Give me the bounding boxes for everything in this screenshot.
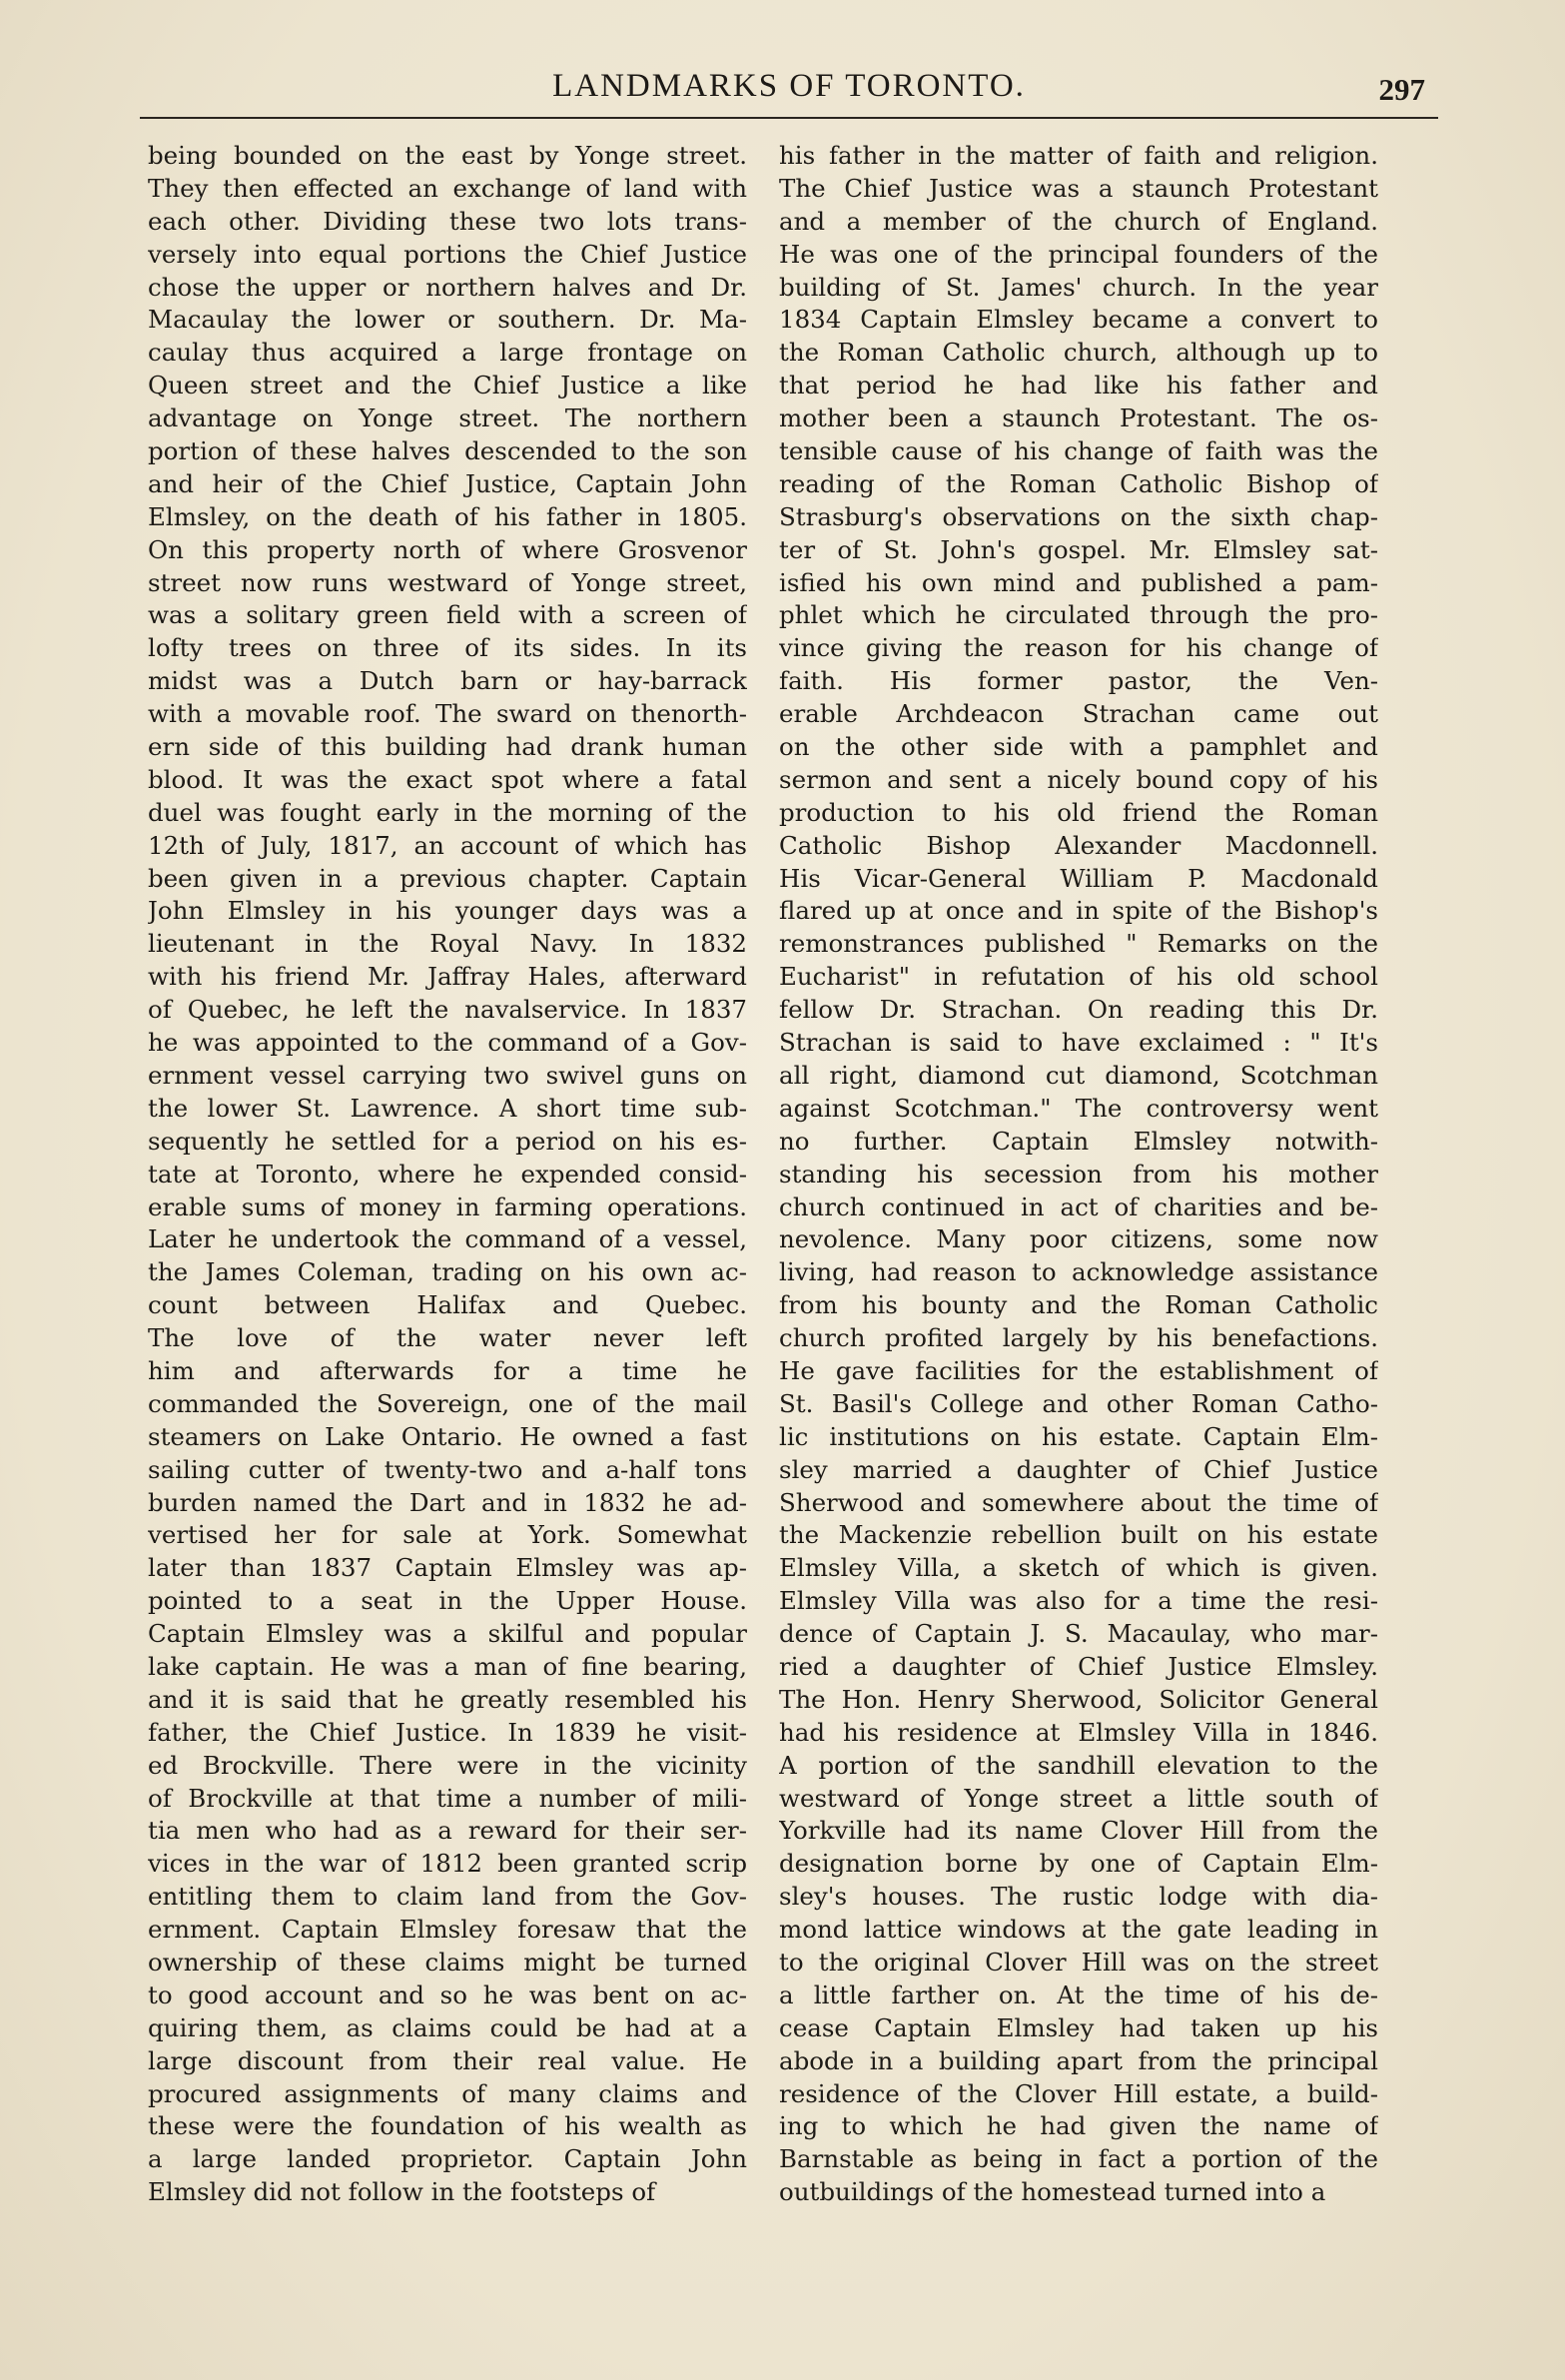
text-line: Later he undertook the command of a vessel, <box>148 1224 747 1254</box>
text-line: had his residence at Elmsley Villa in 1846. <box>779 1717 1378 1747</box>
text-line: reading of the Roman Catholic Bishop of <box>779 468 1378 498</box>
text-line: His Vicar-General William P. Macdonald <box>779 863 1378 893</box>
text-line: fellow Dr. Strachan. On reading this Dr. <box>779 995 1378 1025</box>
text-line: ried a daughter of Chief Justice Elmsley. <box>779 1651 1378 1681</box>
text-line: westward of Yonge street a little south of <box>779 1783 1378 1813</box>
text-line: remonstrances published " Remarks on the <box>779 929 1378 959</box>
text-line: the lower St. Lawrence. A short time sub- <box>148 1093 747 1123</box>
text-line: lake captain. He was a man of fine bearing, <box>148 1651 747 1681</box>
text-line: sermon and sent a nicely bound copy of his <box>779 764 1378 794</box>
text-line: with his friend Mr. Jaffray Hales, afterward <box>148 962 747 992</box>
text-line: On this property north of where Grosvenor <box>148 534 747 564</box>
text-line: residence of the Clover Hill estate, a build- <box>779 2078 1378 2108</box>
text-line: faith. His former pastor, the Ven- <box>779 666 1378 696</box>
text-line: Barnstable as being in fact a portion of the <box>779 2144 1378 2174</box>
text-line: versely into equal portions the Chief Justice <box>148 239 747 269</box>
text-line: and heir of the Chief Justice, Captain John <box>148 468 747 498</box>
text-line: been given in a previous chapter. Captain <box>148 863 747 893</box>
text-line: Strachan is said to have exclaimed : " It's <box>779 1028 1378 1058</box>
text-line: against Scotchman." The controversy went <box>779 1093 1378 1123</box>
text-line: cease Captain Elmsley had taken up his <box>779 2012 1378 2042</box>
text-line: he was appointed to the command of a Gov- <box>148 1028 747 1058</box>
text-line: sley's houses. The rustic lodge with dia- <box>779 1882 1378 1912</box>
text-line: ing to which he had given the name of <box>779 2111 1378 2141</box>
text-line: He gave facilities for the establishment of <box>779 1355 1378 1385</box>
text-line: Elmsley Villa was also for a time the resi- <box>779 1586 1378 1616</box>
text-line: duel was fought early in the morning of the <box>148 797 747 827</box>
text-line: lieutenant in the Royal Navy. In 1832 <box>148 929 747 959</box>
text-line: portion of these halves descended to the son <box>148 436 747 466</box>
text-line: of Brockville at that time a number of mili- <box>148 1783 747 1813</box>
text-line: designation borne by one of Captain Elm- <box>779 1849 1378 1879</box>
running-title: LANDMARKS OF TORONTO. <box>552 68 1026 104</box>
text-line: mother been a staunch Protestant. The os- <box>779 403 1378 433</box>
text-line: being bounded on the east by Yonge street. <box>148 141 747 170</box>
text-line: living, had reason to acknowledge assistance <box>779 1257 1378 1287</box>
text-line: was a solitary green field with a screen of <box>148 600 747 630</box>
text-line: Elmsley did not follow in the footsteps of <box>148 2177 656 2207</box>
text-line: Catholic Bishop Alexander Macdonnell. <box>779 830 1378 860</box>
text-line: ter of St. John's gospel. Mr. Elmsley sat- <box>779 534 1378 564</box>
text-line: burden named the Dart and in 1832 he ad- <box>148 1487 747 1517</box>
text-line: procured assignments of many claims and <box>148 2078 747 2108</box>
text-line: vertised her for sale at York. Somewhat <box>148 1520 747 1550</box>
text-line: erable Archdeacon Strachan came out <box>779 699 1378 729</box>
page-number: 297 <box>1378 72 1425 107</box>
text-line: Sherwood and somewhere about the time of <box>779 1487 1378 1517</box>
text-line: sequently he settled for a period on his es- <box>148 1126 747 1156</box>
text-line: erable sums of money in farming operations. <box>148 1191 747 1221</box>
text-line: Queen street and the Chief Justice a like <box>148 371 747 400</box>
text-line: A portion of the sandhill elevation to the <box>779 1750 1378 1780</box>
text-line: nevolence. Many poor citizens, some now <box>779 1224 1378 1254</box>
text-line: abode in a building apart from the principal <box>779 2045 1378 2075</box>
text-line: mond lattice windows at the gate leading in <box>779 1915 1378 1945</box>
text-line: ownership of these claims might be turned <box>148 1947 747 1977</box>
text-line: street now runs westward of Yonge street, <box>148 567 747 597</box>
text-line: entitling them to claim land from the Gov- <box>148 1882 747 1912</box>
text-line: ernment. Captain Elmsley foresaw that the <box>148 1915 747 1945</box>
text-line: isfied his own mind and published a pam- <box>779 567 1378 597</box>
text-line: caulay thus acquired a large frontage on <box>148 338 747 368</box>
text-line: ern side of this building had drank human <box>148 732 747 762</box>
text-line: all right, diamond cut diamond, Scotchman <box>779 1060 1378 1090</box>
text-line: steamers on Lake Ontario. He owned a fast <box>148 1421 747 1451</box>
text-line: the Mackenzie rebellion built on his estate <box>779 1520 1378 1550</box>
text-line: the Roman Catholic church, although up to <box>779 338 1378 368</box>
text-line: The Hon. Henry Sherwood, Solicitor General <box>779 1684 1378 1714</box>
header-rule <box>140 117 1438 119</box>
text-line: count between Halifax and Quebec. <box>148 1290 747 1320</box>
text-line: outbuildings of the homestead turned into a <box>779 2177 1326 2207</box>
text-line: dence of Captain J. S. Macaulay, who mar- <box>779 1619 1378 1649</box>
text-line: his father in the matter of faith and religion. <box>779 141 1378 170</box>
left-text-column <box>148 140 747 2209</box>
text-line: and a member of the church of England. <box>779 206 1378 236</box>
text-line: pointed to a seat in the Upper House. <box>148 1586 747 1616</box>
text-line: sley married a daughter of Chief Justice <box>779 1454 1378 1484</box>
text-line: church profited largely by his benefactions. <box>779 1323 1378 1353</box>
text-line: lic institutions on his estate. Captain Elm- <box>779 1421 1378 1451</box>
text-line: from his bounty and the Roman Catholic <box>779 1290 1378 1320</box>
text-line: ernment vessel carrying two swivel guns on <box>148 1060 747 1090</box>
text-line: on the other side with a pamphlet and <box>779 732 1378 762</box>
text-line: a little farther on. At the time of his de- <box>779 1980 1378 2009</box>
text-line: phlet which he circulated through the pro- <box>779 600 1378 630</box>
running-head <box>145 64 1433 114</box>
text-line: quiring them, as claims could be had at a <box>148 2012 747 2042</box>
text-line: standing his secession from his mother <box>779 1159 1378 1189</box>
text-line: Macaulay the lower or southern. Dr. Ma- <box>148 305 747 335</box>
text-line: St. Basil's College and other Roman Catho- <box>779 1388 1378 1418</box>
text-line: large discount from their real value. He <box>148 2045 747 2075</box>
text-line: these were the foundation of his wealth as <box>148 2111 747 2141</box>
text-line: 1834 Captain Elmsley became a convert to <box>779 305 1378 335</box>
text-line: production to his old friend the Roman <box>779 797 1378 827</box>
text-line: tate at Toronto, where he expended consid- <box>148 1159 747 1189</box>
text-line: to good account and so he was bent on ac- <box>148 1980 747 2009</box>
text-line: John Elmsley in his younger days was a <box>148 896 747 926</box>
text-line: each other. Dividing these two lots trans- <box>148 206 747 236</box>
text-line: with a movable roof. The sward on thenorth- <box>148 699 747 729</box>
text-line: to the original Clover Hill was on the street <box>779 1947 1378 1977</box>
text-line: chose the upper or northern halves and Dr. <box>148 272 747 302</box>
text-line: vices in the war of 1812 been granted scrip <box>148 1849 747 1879</box>
text-line: a large landed proprietor. Captain John <box>148 2144 747 2174</box>
text-line: 12th of July, 1817, an account of which has <box>148 830 747 860</box>
text-line: midst was a Dutch barn or hay-barrack <box>148 666 747 696</box>
text-line: building of St. James' church. In the year <box>779 272 1378 302</box>
text-line: The love of the water never left <box>148 1323 747 1353</box>
text-line: They then effected an exchange of land with <box>148 173 747 203</box>
text-line: Strasburg's observations on the sixth chap- <box>779 501 1378 531</box>
text-line: commanded the Sovereign, one of the mail <box>148 1388 747 1418</box>
text-line: Yorkville had its name Clover Hill from the <box>779 1816 1378 1846</box>
text-line: church continued in act of charities and be- <box>779 1191 1378 1221</box>
text-line: flared up at once and in spite of the Bishop's <box>779 896 1378 926</box>
text-line: Elmsley, on the death of his father in 1805. <box>148 501 747 531</box>
text-line: ed Brockville. There were in the vicinity <box>148 1750 747 1780</box>
text-line: that period he had like his father and <box>779 371 1378 400</box>
text-line: him and afterwards for a time he <box>148 1355 747 1385</box>
text-line: sailing cutter of twenty-two and a-half tons <box>148 1454 747 1484</box>
text-line: He was one of the principal founders of the <box>779 239 1378 269</box>
text-line: vince giving the reason for his change of <box>779 633 1378 663</box>
text-line: Captain Elmsley was a skilful and popular <box>148 1619 747 1649</box>
text-line: lofty trees on three of its sides. In its <box>148 633 747 663</box>
text-line: Eucharist" in refutation of his old school <box>779 962 1378 992</box>
text-line: later than 1837 Captain Elmsley was ap- <box>148 1553 747 1583</box>
text-line: advantage on Yonge street. The northern <box>148 403 747 433</box>
text-line: and it is said that he greatly resembled his <box>148 1684 747 1714</box>
text-line: tensible cause of his change of faith was the <box>779 436 1378 466</box>
text-line: the James Coleman, trading on his own ac- <box>148 1257 747 1287</box>
right-text-column <box>779 140 1378 2209</box>
text-line: father, the Chief Justice. In 1839 he visit- <box>148 1717 747 1747</box>
text-line: The Chief Justice was a staunch Protestant <box>779 173 1378 203</box>
text-line: of Quebec, he left the navalservice. In 1837 <box>148 995 747 1025</box>
text-line: tia men who had as a reward for their ser- <box>148 1816 747 1846</box>
text-line: blood. It was the exact spot where a fatal <box>148 764 747 794</box>
text-line: no further. Captain Elmsley notwith- <box>779 1126 1378 1156</box>
text-line: Elmsley Villa, a sketch of which is given. <box>779 1553 1378 1583</box>
